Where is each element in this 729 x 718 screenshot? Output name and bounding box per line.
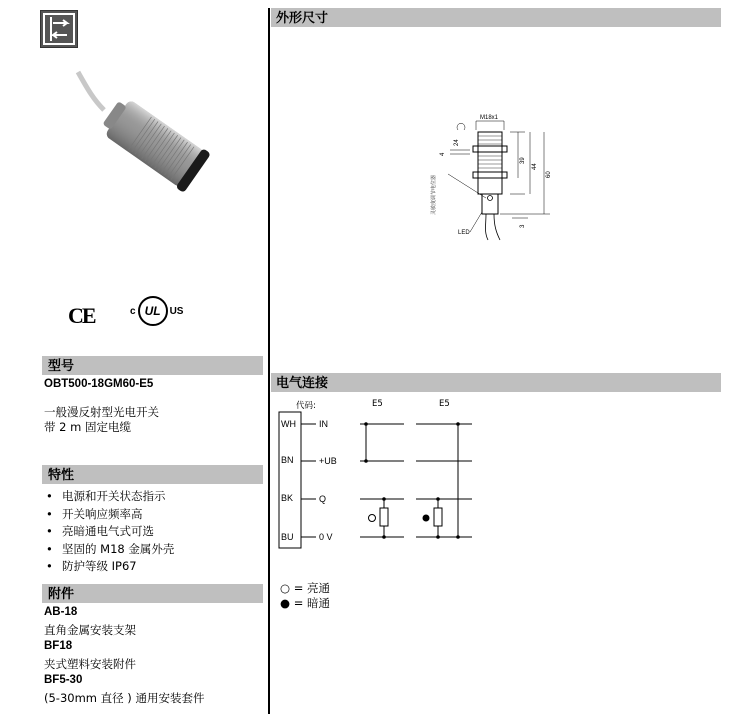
- feature-item: • 坚固的 M18 金属外壳: [46, 541, 174, 559]
- feature-item: • 电源和开关状态指示: [46, 488, 174, 506]
- column-divider: [268, 8, 270, 714]
- ce-mark: CE: [68, 303, 95, 328]
- dim-60: 60: [546, 171, 552, 178]
- accessory-code: BF5-30: [44, 674, 83, 686]
- product-category-icon: [40, 10, 78, 48]
- electrical-section-header: 电气连接: [271, 373, 721, 392]
- wire-signal-in: IN: [319, 419, 328, 429]
- cul-c: c: [130, 305, 136, 317]
- wiring-diagram: [278, 410, 488, 554]
- features-section-header: 特性: [42, 465, 263, 484]
- dimension-drawing: [420, 110, 560, 250]
- accessory-desc: 直角金属安装支架: [44, 623, 136, 637]
- dim-led-label: LED: [458, 230, 470, 236]
- feature-item: • 防护等级 IP67: [46, 558, 174, 576]
- wire-signal-0v: 0 V: [319, 532, 333, 542]
- model-description-2: 带 2 m 固定电缆: [44, 420, 131, 434]
- accessories-section-header: 附件: [42, 584, 263, 603]
- wire-color-bu: BU: [281, 532, 294, 542]
- dim-4: 4: [440, 152, 446, 156]
- cul-us: US: [169, 305, 184, 317]
- dimensions-section-header: 外形尺寸: [271, 8, 721, 27]
- wire-signal-ub: +UB: [319, 456, 337, 466]
- dim-3: 3: [520, 224, 526, 228]
- wire-color-bn: BN: [281, 455, 294, 465]
- model-section-header: 型号: [42, 356, 263, 375]
- feature-item: • 亮暗通电气式可选: [46, 523, 174, 541]
- model-description-1: 一般漫反射型光电开关: [44, 405, 159, 419]
- wiring-col1-label: E5: [372, 399, 383, 409]
- product-photo: [70, 70, 240, 220]
- accessory-code: AB-18: [44, 606, 78, 618]
- dim-39: 39: [520, 157, 526, 164]
- dim-thread: M18x1: [480, 115, 499, 121]
- wire-color-wh: WH: [281, 419, 296, 429]
- ul-circle: UL: [138, 296, 168, 326]
- dim-24: 24: [454, 139, 460, 146]
- cul-us-mark: [130, 296, 183, 326]
- features-list: [46, 488, 174, 576]
- legend-dark-on: ● = 暗通: [280, 596, 330, 610]
- model-number: OBT500-18GM60-E5: [44, 378, 154, 390]
- accessory-desc: (5-30mm 直径 ) 通用安装套件: [44, 691, 205, 705]
- legend-light-on: ○ = 亮通: [280, 581, 330, 595]
- dim-44: 44: [532, 163, 538, 170]
- accessory-desc: 夹式塑料安装附件: [44, 657, 136, 671]
- wiring-code-label: 代码:: [296, 401, 316, 411]
- feature-item: • 开关响应频率高: [46, 506, 174, 524]
- accessory-code: BF18: [44, 640, 73, 652]
- wire-color-bk: BK: [281, 493, 294, 503]
- wire-signal-q: Q: [319, 494, 327, 504]
- wiring-col2-label: E5: [439, 399, 450, 409]
- dim-side-text: 灵敏度调节电位器: [431, 174, 437, 215]
